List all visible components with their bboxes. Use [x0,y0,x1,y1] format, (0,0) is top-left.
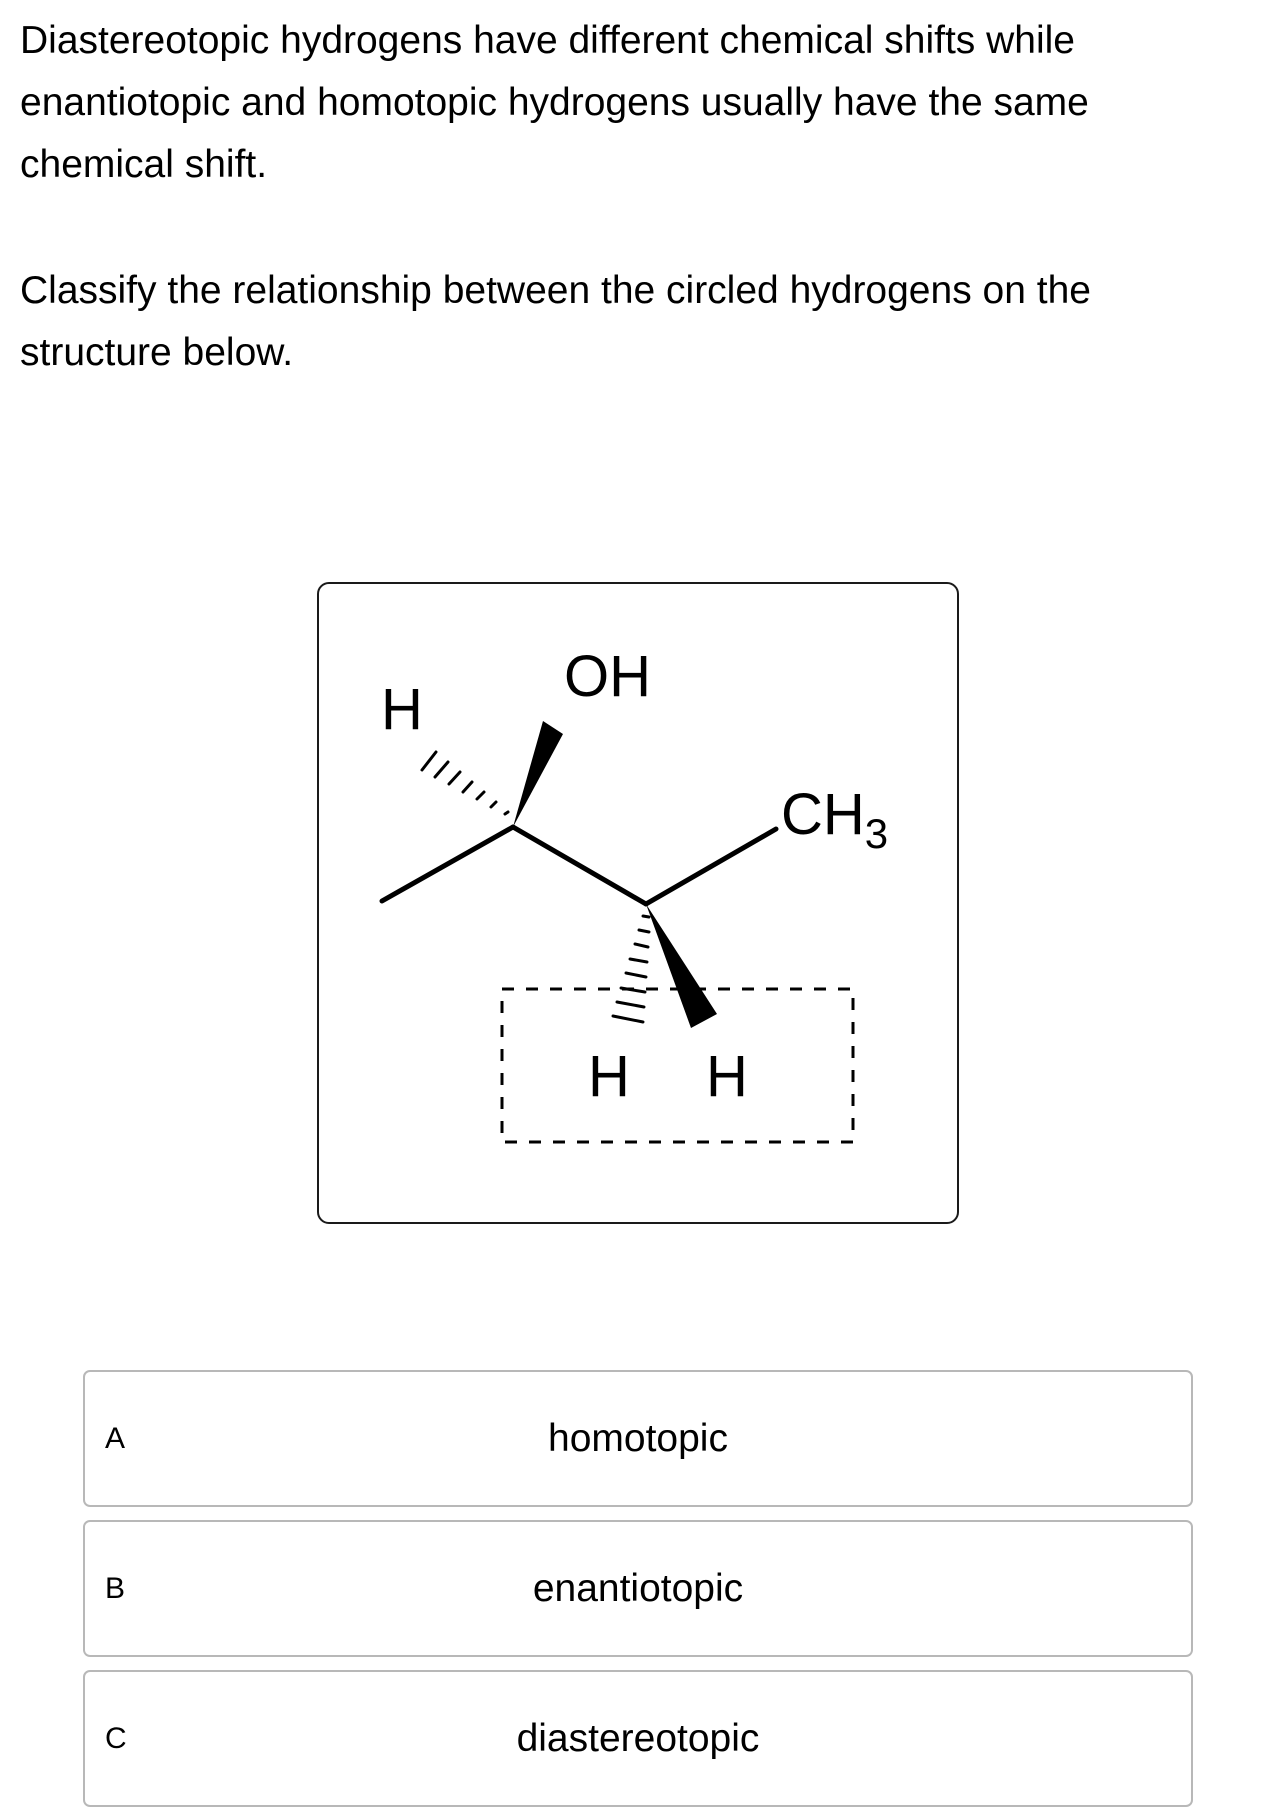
bond-c2-ch3 [646,829,776,904]
wedge-bond-h-circled [646,904,717,1028]
bond-c1-c2 [513,827,646,904]
choice-letter: C [105,1722,127,1755]
atom-label-ch3: $CH_3$ [781,782,889,857]
structure-image [317,582,959,1224]
wedge-bond-oh [513,721,563,827]
choice-b[interactable] [83,1520,1193,1657]
molecule-structure [319,584,961,1226]
atom-label-oh: OH [564,644,651,709]
atom-label-h-hashed: H [588,1044,630,1109]
atom-label-h-top: H [381,677,423,742]
choice-text: enantiotopic [532,1567,744,1610]
choice-letter: B [105,1572,126,1605]
hash-bond-h-top [422,752,508,814]
bond-methyl-c1 [382,827,513,901]
circled-hydrogens-box [502,989,853,1142]
choice-text: homotopic [548,1417,728,1460]
question-intro: Diastereotopic hydrogens have different chemical shifts while enantiotopic and homotopic hydrogens usually have the same chemical shift. [20,19,1089,186]
choice-c[interactable] [83,1670,1193,1807]
choice-text: diastereotopic [516,1717,760,1760]
choice-a[interactable] [83,1370,1193,1507]
hash-bond-h-circled [613,916,649,1022]
atom-label-h-wedged: H [706,1044,748,1109]
choice-letter: A [105,1422,126,1455]
question-prompt: Classify the relationship between the circled hydrogens on the structure below. [20,269,1091,374]
